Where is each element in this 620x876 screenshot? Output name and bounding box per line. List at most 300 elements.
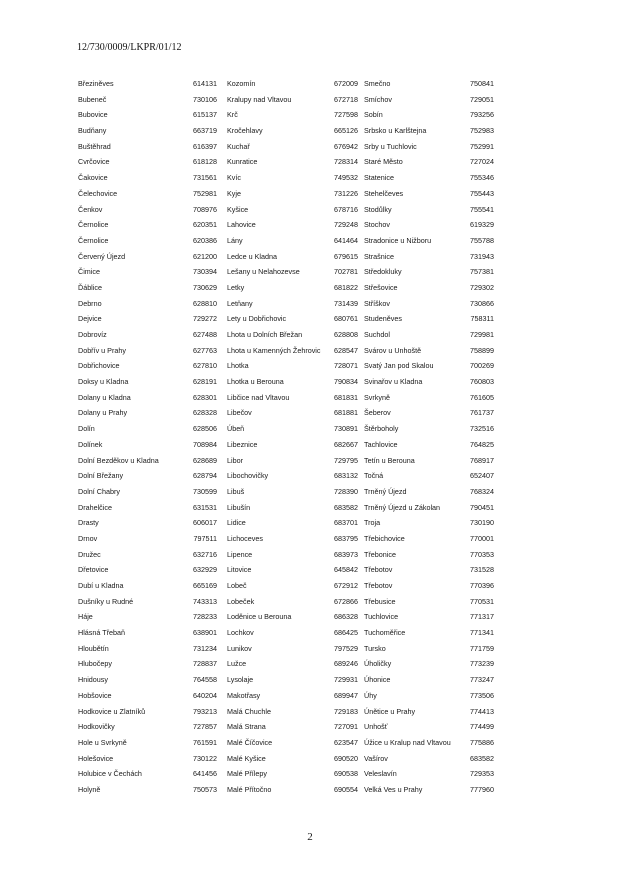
cadastral-code: 764825 [470, 439, 494, 449]
cadastral-name: Střešovice [364, 282, 398, 292]
cadastral-code: 731226 [334, 188, 358, 198]
cadastral-code: 729302 [470, 282, 494, 292]
cadastral-name: Dobrovíz [78, 330, 107, 339]
cadastral-name: Stříškov [364, 298, 390, 308]
cadastral-code: 683795 [334, 533, 358, 543]
cadastral-code: 760803 [470, 377, 494, 387]
cadastral-code: 641464 [334, 235, 358, 245]
cadastral-code: 774499 [470, 722, 494, 732]
cadastral-code: 761737 [470, 408, 494, 418]
cadastral-name: Libuš [227, 486, 245, 496]
cadastral-name: Úbeň [227, 424, 245, 434]
cadastral-code: 619329 [470, 220, 494, 230]
cadastral-name: Dolní Chabry [78, 486, 120, 496]
cadastral-name: Hlásná Třebaň [78, 628, 126, 638]
cadastral-name: Smíchov [364, 94, 392, 104]
cadastral-name: Letňany [227, 298, 253, 308]
cadastral-name: Třebotov [364, 565, 393, 575]
cadastral-code: 665169 [193, 581, 217, 590]
cadastral-code: 680761 [334, 314, 358, 324]
cadastral-name: Dobřív u Prahy [78, 345, 126, 355]
cadastral-name: Hodkovice u Zlatníků [78, 706, 146, 716]
table-row [78, 437, 518, 453]
cadastral-name: Dejvice [78, 314, 102, 324]
cadastral-code: 645842 [334, 565, 358, 575]
table-row [78, 264, 518, 280]
cadastral-name: Třebichovice [364, 533, 405, 543]
cadastral-code: 777960 [470, 784, 494, 794]
cadastral-name: Kročehlavy [227, 126, 263, 136]
cadastral-name: Kralupy nad Vltavou [227, 94, 292, 104]
cadastral-name: Stehelčeves [364, 188, 404, 198]
cadastral-name: Hodkovičky [78, 722, 115, 732]
cadastral-name: Budňany [78, 126, 107, 136]
cadastral-code: 606017 [193, 518, 217, 528]
cadastral-name: Červený Újezd [78, 251, 126, 261]
cadastral-code: 727598 [334, 110, 358, 120]
cadastral-name: Malé Přítočno [227, 784, 272, 794]
table-row [78, 766, 518, 782]
cadastral-code: 672718 [334, 94, 358, 104]
cadastral-code: 620386 [193, 235, 217, 245]
cadastral-name: Únětice u Prahy [364, 706, 416, 716]
table-row [78, 186, 518, 202]
cadastral-name: Veleslavín [364, 769, 397, 779]
table-row [78, 751, 518, 767]
cadastral-code: 641456 [193, 769, 217, 779]
cadastral-name: Malá Chuchle [227, 706, 271, 716]
cadastral-code: 729795 [334, 455, 358, 465]
cadastral-name: Dolínek [78, 439, 103, 449]
cadastral-name: Doksy u Kladna [78, 377, 129, 387]
cadastral-name: Točná [364, 471, 384, 481]
cadastral-code: 730394 [193, 267, 217, 277]
cadastral-code: 773506 [470, 690, 494, 700]
cadastral-code: 730122 [193, 753, 217, 763]
cadastral-code: 750841 [470, 79, 494, 88]
cadastral-name: Hlubočepy [78, 659, 112, 669]
cadastral-code: 683973 [334, 549, 358, 559]
cadastral-code: 686425 [334, 628, 358, 638]
table-row [78, 594, 518, 610]
table-row [78, 641, 518, 657]
cadastral-code: 628506 [193, 424, 217, 434]
cadastral-code: 683132 [334, 471, 358, 481]
cadastral-name: Loděnice u Berouna [227, 612, 292, 622]
cadastral-name: Lužce [227, 659, 247, 669]
cadastral-name: Kunratice [227, 157, 258, 167]
cadastral-code: 771341 [470, 628, 494, 638]
cadastral-name: Lobeček [227, 596, 255, 606]
cadastral-name: Úholičky [364, 659, 392, 669]
cadastral-code: 729051 [470, 94, 494, 104]
cadastral-name: Čenkov [78, 204, 103, 214]
cadastral-code: 764558 [193, 675, 217, 685]
cadastral-name: Lety u Dobřichovic [227, 314, 287, 324]
cadastral-code: 682667 [334, 439, 358, 449]
cadastral-name: Srbsko u Karlštejna [364, 126, 427, 136]
cadastral-name: Lhota u Kamenných Žehrovic [227, 345, 321, 355]
cadastral-code: 632716 [193, 549, 217, 559]
cadastral-code: 730599 [193, 486, 217, 496]
cadastral-name: Malé Kyšice [227, 753, 266, 763]
cadastral-code: 679615 [334, 251, 358, 261]
cadastral-code: 758311 [470, 314, 494, 324]
cadastral-code: 665126 [334, 126, 358, 136]
cadastral-code: 768324 [470, 486, 494, 496]
cadastral-name: Litovice [227, 565, 252, 575]
cadastral-name: Lány [227, 235, 243, 245]
cadastral-code: 752983 [470, 126, 494, 136]
table-row [78, 421, 518, 437]
cadastral-name: Tachlovice [364, 439, 398, 449]
table-row [78, 390, 518, 406]
cadastral-name: Lobeč [227, 581, 247, 590]
document-reference: 12/730/0009/LKPR/01/12 [77, 42, 182, 53]
table-row [78, 782, 518, 798]
cadastral-code: 621200 [193, 251, 217, 261]
cadastral-code: 628301 [193, 392, 217, 402]
cadastral-code: 683582 [334, 502, 358, 512]
cadastral-code: 728837 [193, 659, 217, 669]
cadastral-code: 755788 [470, 235, 494, 245]
cadastral-code: 731234 [193, 643, 217, 653]
table-row [78, 468, 518, 484]
cadastral-name: Malé Číčovice [227, 737, 273, 747]
cadastral-code: 672009 [334, 79, 358, 88]
cadastral-code: 761591 [193, 737, 217, 747]
cadastral-name: Hnidousy [78, 675, 108, 685]
table-row [78, 139, 518, 155]
table-row [78, 672, 518, 688]
cadastral-code: 681831 [334, 392, 358, 402]
cadastral-code: 683701 [334, 518, 358, 528]
cadastral-name: Drahelčice [78, 502, 112, 512]
table-row [78, 92, 518, 108]
cadastral-name: Libeznice [227, 439, 258, 449]
table-row [78, 484, 518, 500]
cadastral-name: Dolany u Kladna [78, 392, 131, 402]
cadastral-code: 732516 [470, 424, 494, 434]
cadastral-name: Dolín [78, 424, 95, 434]
table-row [78, 405, 518, 421]
cadastral-code: 708976 [193, 204, 217, 214]
table-row [78, 547, 518, 563]
cadastral-code: 628808 [334, 330, 358, 339]
cadastral-name: Suchdol [364, 330, 390, 339]
cadastral-code: 700269 [470, 361, 494, 371]
table-row [78, 656, 518, 672]
cadastral-name: Třebotov [364, 581, 393, 590]
cadastral-list-table [78, 76, 518, 798]
cadastral-name: Libčice nad Vltavou [227, 392, 290, 402]
cadastral-code: 690520 [334, 753, 358, 763]
cadastral-name: Studeněves [364, 314, 402, 324]
cadastral-name: Stradonice u Nižboru [364, 235, 432, 245]
cadastral-code: 614131 [193, 79, 217, 88]
cadastral-name: Lipence [227, 549, 253, 559]
table-row [78, 280, 518, 296]
cadastral-code: 729272 [193, 314, 217, 324]
cadastral-code: 761605 [470, 392, 494, 402]
cadastral-name: Lidice [227, 518, 246, 528]
cadastral-name: Kyšice [227, 204, 249, 214]
cadastral-code: 730866 [470, 298, 494, 308]
cadastral-name: Debrno [78, 298, 102, 308]
table-row [78, 453, 518, 469]
cadastral-code: 727091 [334, 722, 358, 732]
cadastral-code: 727024 [470, 157, 494, 167]
cadastral-code: 729981 [470, 330, 494, 339]
cadastral-code: 690554 [334, 784, 358, 794]
cadastral-code: 689246 [334, 659, 358, 669]
cadastral-name: Dušníky u Rudné [78, 596, 134, 606]
cadastral-code: 731943 [470, 251, 494, 261]
cadastral-code: 708984 [193, 439, 217, 449]
table-row [78, 609, 518, 625]
cadastral-name: Malé Přílepy [227, 769, 267, 779]
cadastral-code: 774413 [470, 706, 494, 716]
cadastral-name: Tursko [364, 643, 386, 653]
cadastral-name: Třebusice [364, 596, 396, 606]
cadastral-code: 632929 [193, 565, 217, 575]
cadastral-code: 773247 [470, 675, 494, 685]
table-row [78, 374, 518, 390]
cadastral-name: Hloubětín [78, 643, 109, 653]
cadastral-code: 729353 [470, 769, 494, 779]
cadastral-name: Drasty [78, 518, 99, 528]
cadastral-code: 770396 [470, 581, 494, 590]
cadastral-code: 729183 [334, 706, 358, 716]
table-row [78, 704, 518, 720]
cadastral-name: Černolice [78, 235, 109, 245]
cadastral-code: 770353 [470, 549, 494, 559]
cadastral-code: 678716 [334, 204, 358, 214]
cadastral-name: Lešany u Nelahozevse [227, 267, 300, 277]
table-row [78, 327, 518, 343]
cadastral-code: 757381 [470, 267, 494, 277]
cadastral-name: Kyje [227, 188, 241, 198]
cadastral-code: 676942 [334, 141, 358, 151]
cadastral-code: 752981 [193, 188, 217, 198]
cadastral-name: Libušín [227, 502, 251, 512]
cadastral-name: Kozomín [227, 79, 256, 88]
cadastral-name: Ďáblice [78, 282, 102, 292]
cadastral-code: 793213 [193, 706, 217, 716]
cadastral-code: 689947 [334, 690, 358, 700]
table-row [78, 296, 518, 312]
cadastral-code: 627488 [193, 330, 217, 339]
cadastral-name: Čimice [78, 267, 100, 277]
cadastral-name: Troja [364, 518, 381, 528]
cadastral-code: 663719 [193, 126, 217, 136]
cadastral-code: 618128 [193, 157, 217, 167]
cadastral-name: Lysolaje [227, 675, 254, 685]
cadastral-code: 752991 [470, 141, 494, 151]
cadastral-name: Hole u Svrkyně [78, 737, 127, 747]
cadastral-name: Stodůlky [364, 204, 392, 214]
cadastral-code: 628547 [334, 345, 358, 355]
cadastral-code: 797529 [334, 643, 358, 653]
cadastral-name: Velká Ves u Prahy [364, 784, 423, 794]
table-row [78, 688, 518, 704]
cadastral-name: Čelechovice [78, 188, 118, 198]
cadastral-name: Bubeneč [78, 94, 107, 104]
table-row [78, 311, 518, 327]
cadastral-name: Dolní Břežany [78, 471, 124, 481]
cadastral-name: Staré Město [364, 157, 403, 167]
table-row [78, 735, 518, 751]
cadastral-code: 730629 [193, 282, 217, 292]
cadastral-code: 627810 [193, 361, 217, 371]
cadastral-code: 771759 [470, 643, 494, 653]
cadastral-name: Lhota u Dolních Břežan [227, 330, 303, 339]
cadastral-code: 770001 [470, 533, 494, 543]
cadastral-name: Družec [78, 549, 101, 559]
cadastral-name: Holubice v Čechách [78, 769, 142, 779]
cadastral-name: Černolice [78, 220, 109, 230]
table-row [78, 154, 518, 170]
cadastral-code: 731439 [334, 298, 358, 308]
cadastral-code: 728390 [334, 486, 358, 496]
table-row [78, 202, 518, 218]
cadastral-name: Štěrboholy [364, 424, 399, 434]
cadastral-code: 683582 [470, 753, 494, 763]
cadastral-name: Krč [227, 110, 238, 120]
cadastral-name: Holyně [78, 784, 101, 794]
page-number: 2 [307, 831, 313, 843]
cadastral-name: Unhošť [364, 722, 388, 732]
cadastral-code: 755346 [470, 173, 494, 183]
cadastral-code: 729248 [334, 220, 358, 230]
cadastral-code: 628810 [193, 298, 217, 308]
cadastral-name: Trněný Újezd [364, 486, 407, 496]
cadastral-name: Dolní Bezděkov u Kladna [78, 455, 159, 465]
cadastral-code: 797511 [193, 533, 217, 543]
cadastral-name: Bubovice [78, 110, 108, 120]
cadastral-code: 755443 [470, 188, 494, 198]
cadastral-name: Drnov [78, 533, 98, 543]
cadastral-name: Tuchlovice [364, 612, 399, 622]
cadastral-code: 681822 [334, 282, 358, 292]
cadastral-name: Úhy [364, 690, 377, 700]
cadastral-name: Ledce u Kladna [227, 251, 277, 261]
cadastral-name: Libochovičky [227, 471, 269, 481]
cadastral-name: Malá Strana [227, 722, 266, 732]
cadastral-code: 729931 [334, 675, 358, 685]
cadastral-code: 672866 [334, 596, 358, 606]
cadastral-code: 627763 [193, 345, 217, 355]
cadastral-code: 616397 [193, 141, 217, 151]
cadastral-name: Dolany u Prahy [78, 408, 128, 418]
table-row [78, 249, 518, 265]
cadastral-code: 628689 [193, 455, 217, 465]
table-row [78, 515, 518, 531]
cadastral-name: Lochkov [227, 628, 254, 638]
cadastral-name: Svatý Jan pod Skalou [364, 361, 434, 371]
cadastral-name: Libor [227, 455, 243, 465]
cadastral-code: 743313 [193, 596, 217, 606]
cadastral-name: Svárov u Unhoště [364, 345, 422, 355]
cadastral-name: Makotřasy [227, 690, 261, 700]
cadastral-code: 768917 [470, 455, 494, 465]
cadastral-code: 728233 [193, 612, 217, 622]
cadastral-code: 628328 [193, 408, 217, 418]
cadastral-code: 615137 [193, 110, 217, 120]
cadastral-name: Buštěhrad [78, 141, 111, 151]
cadastral-code: 771317 [470, 612, 494, 622]
cadastral-name: Libečov [227, 408, 252, 418]
cadastral-code: 775886 [470, 737, 494, 747]
cadastral-name: Lhotka u Berouna [227, 377, 284, 387]
cadastral-code: 686328 [334, 612, 358, 622]
cadastral-name: Hobšovice [78, 690, 112, 700]
cadastral-code: 623547 [334, 737, 358, 747]
table-row [78, 343, 518, 359]
cadastral-name: Středokluky [364, 267, 402, 277]
cadastral-code: 690538 [334, 769, 358, 779]
cadastral-name: Háje [78, 612, 93, 622]
cadastral-code: 628191 [193, 377, 217, 387]
cadastral-name: Čakovice [78, 173, 108, 183]
cadastral-code: 749532 [334, 173, 358, 183]
table-row [78, 123, 518, 139]
cadastral-code: 773239 [470, 659, 494, 669]
cadastral-name: Kvíc [227, 173, 241, 183]
cadastral-code: 631531 [193, 502, 217, 512]
cadastral-name: Šeberov [364, 408, 391, 418]
cadastral-name: Kuchař [227, 141, 250, 151]
table-row [78, 719, 518, 735]
cadastral-code: 770531 [470, 596, 494, 606]
table-row [78, 531, 518, 547]
cadastral-name: Tetín u Berouna [364, 455, 415, 465]
table-row [78, 217, 518, 233]
cadastral-code: 731561 [193, 173, 217, 183]
cadastral-code: 728071 [334, 361, 358, 371]
cadastral-code: 731528 [470, 565, 494, 575]
cadastral-code: 790451 [470, 502, 494, 512]
cadastral-code: 758899 [470, 345, 494, 355]
cadastral-name: Svinařov u Kladna [364, 377, 423, 387]
cadastral-name: Srby u Tuchlovic [364, 141, 417, 151]
table-row [78, 358, 518, 374]
cadastral-code: 793256 [470, 110, 494, 120]
cadastral-name: Úžice u Kralup nad Vltavou [364, 737, 451, 747]
cadastral-code: 755541 [470, 204, 494, 214]
cadastral-name: Cvrčovice [78, 157, 110, 167]
table-row [78, 578, 518, 594]
cadastral-name: Statenice [364, 173, 394, 183]
cadastral-code: 638901 [193, 628, 217, 638]
cadastral-code: 730190 [470, 518, 494, 528]
table-row [78, 562, 518, 578]
cadastral-name: Strašnice [364, 251, 394, 261]
cadastral-code: 681881 [334, 408, 358, 418]
cadastral-code: 750573 [193, 784, 217, 794]
cadastral-code: 628794 [193, 471, 217, 481]
table-row [78, 170, 518, 186]
cadastral-name: Holešovice [78, 753, 114, 763]
cadastral-name: Letky [227, 282, 245, 292]
cadastral-name: Sobín [364, 110, 383, 120]
cadastral-code: 620351 [193, 220, 217, 230]
cadastral-code: 790834 [334, 377, 358, 387]
cadastral-name: Dobřichovice [78, 361, 120, 371]
cadastral-name: Lhotka [227, 361, 249, 371]
table-row [78, 107, 518, 123]
cadastral-name: Dubí u Kladna [78, 581, 124, 590]
